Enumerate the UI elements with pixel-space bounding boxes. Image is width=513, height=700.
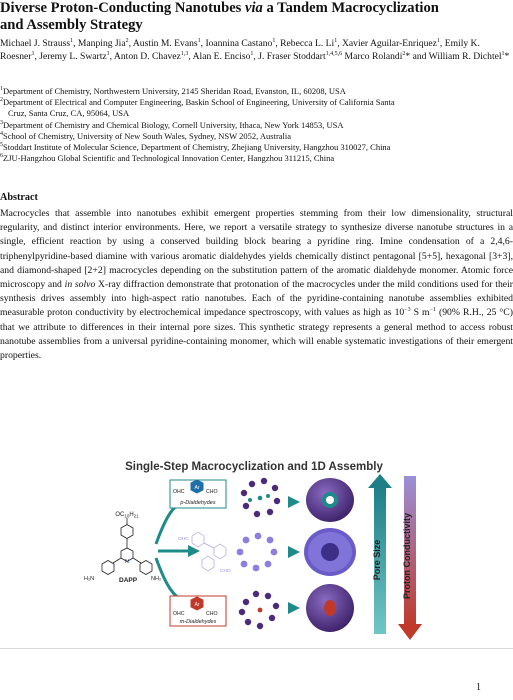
author-separator: , (253, 50, 259, 62)
author-separator: , (34, 50, 40, 62)
author-name: William R. Dichtel (428, 50, 502, 62)
affiliation-number: 2 (0, 97, 3, 104)
author-name: J. Fraser Stoddart (258, 50, 326, 62)
author-separator: , (439, 38, 445, 49)
nanotube-top (306, 478, 354, 522)
affiliation-number: 6 (0, 153, 3, 160)
author-affiliation-marker: 1 (70, 37, 74, 44)
affiliation-item (0, 153, 513, 164)
author-separator: , (275, 38, 281, 49)
page-number: 1 (476, 682, 481, 693)
m-dialdehyde-label: m-Dialdehydes (179, 619, 217, 625)
author-name: Manping Jia (77, 38, 126, 49)
affiliation-item (0, 131, 513, 142)
affiliation-text: Stoddart Institute of Molecular Science, Department of Chemistry, Zhejiang University, Hangzhou 310027, China (3, 142, 391, 153)
dapp-label: DAPP (119, 577, 138, 584)
author-affiliation-marker: 1 (197, 37, 201, 44)
author-name: Ioannina Castano (205, 38, 273, 49)
author-name: Anton D. Chavez (113, 50, 181, 62)
author-affiliation-marker: 1 (106, 50, 110, 57)
author-name: Emily K. Roesner (0, 38, 480, 62)
dapp-amine-right: NH₂ (151, 576, 162, 582)
author-separator: , (73, 38, 78, 49)
author-affiliation-marker: 2 (125, 37, 129, 44)
author-separator: , (109, 50, 114, 62)
abstract-text: Macrocycles that assemble into nanotubes exhibit emergent properties stemming from their low dimensionality, structural regularity, and distinct interior environments. Here, we report a versatile strategy to synthesize diverse nanotube structures in a single, efficient reaction by using a conserved building block bearing a pyridine ring. Imine condensation of a 2,4,6-triphenylpyridine-based diamine with various aromatic dialdehydes yields chemically distinct pentagonal [5+5], hexagonal [3+3], and diamond-shaped [2+2] macrocycles depending on the substitution pattern of the aromatic dialdehyde monomer. Atomic force microscopy and in solvo X-ray diffraction demonstrate that protonation of the macrocycles under the mild conditions used for their synthesis drives assembly into high-aspect ratio nanotubes. Each of the pyridine-containing nanotube assemblies exhibited measurable proton conductivity by electrochemical impedance spectroscopy, with values as high as $10^{-3}$ S $m^{-1}$ (90% R.H., 25 °C) that we attribute to differences in their internal pore sizes. This synthetic strategy represents a general method to access robust nanotube assemblies from a universal pyridine-containing monomer, which will enable systematic investigations of their emergent properties. (0, 208, 513, 362)
author-separator: * and (405, 50, 429, 62)
affiliation-item (0, 142, 513, 153)
abstract-heading: Abstract (0, 192, 38, 203)
author-separator: , (337, 38, 342, 49)
author-list (0, 38, 513, 63)
affiliation-number: 5 (0, 142, 3, 149)
proton-conductivity-label: Proton Conductivity (402, 513, 412, 599)
m-dialdehyde-ohc: OHC (173, 611, 185, 617)
author-affiliation-marker: 1 (436, 37, 440, 44)
nanotube-bottom (306, 584, 354, 632)
affiliation-continuation: Cruz, Santa Cruz, CA, 95064, USA (8, 108, 130, 119)
dapp-substituent-label: $OC_{10}H_{21}$ (115, 512, 139, 519)
author-name: Michael J. Strauss (0, 38, 71, 49)
author-affiliation-marker: 1 (334, 37, 338, 44)
author-name: Austin M. Evans (132, 38, 198, 49)
middle-cho: CHO (220, 569, 231, 574)
author-affiliation-marker: 1,4,5,6 (325, 50, 343, 57)
author-affiliation-marker: 1 (250, 50, 254, 57)
graphical-abstract-figure (74, 456, 442, 646)
p-dialdehyde-label: p-Dialdehydes (180, 500, 216, 506)
affiliation-text: School of Chemistry, University of New South Wales, Sydney, NSW 2052, Australia (3, 130, 292, 141)
affiliation-item (0, 120, 513, 131)
nanotube-middle (304, 528, 356, 576)
p-dialdehyde-box (170, 480, 226, 508)
author-affiliation-marker: 1 (272, 37, 276, 44)
affiliation-text: Department of Chemistry, Northwestern University, 2145 Sheridan Road, Evanston, IL, 60208, USA (3, 86, 346, 96)
author-separator: , (200, 38, 206, 49)
m-dialdehyde-box (170, 596, 226, 626)
paper-title: Diverse Proton-Conducting Nanotubes via a Tandem Macrocyclization and Assembly Strategy (0, 0, 439, 33)
author-name: Rebecca L. Li (280, 38, 335, 49)
author-affiliation-marker: 1,3 (180, 50, 189, 57)
p-dialdehyde-ohc: OHC (173, 489, 185, 495)
affiliation-number: 1 (0, 86, 3, 93)
p-dialdehyde-ar: Ar (194, 485, 200, 491)
affiliation-item (0, 86, 513, 97)
author-separator: , (128, 38, 133, 49)
author-name: Marco Rolandi (344, 50, 403, 62)
dapp-amine-left: H₂N (84, 576, 95, 582)
author-separator: * (504, 50, 510, 62)
author-name: Xavier Aguilar-Enriquez (341, 38, 437, 49)
affiliation-item (0, 97, 513, 108)
affiliation-list (0, 86, 513, 164)
author-affiliation-marker: 1 (31, 50, 35, 57)
p-dialdehyde-cho: CHO (206, 489, 218, 495)
affiliation-number: 3 (0, 119, 3, 126)
author-name: Alan E. Enciso (192, 50, 251, 62)
dapp-pyridine-n: N (125, 559, 129, 565)
affiliation-text: ZJU-Hangzhou Global Scientific and Technological Innovation Center, Hangzhou 311215, China (3, 153, 335, 164)
figure-title: Single-Step Macrocyclization and 1D Assembly (125, 461, 383, 473)
middle-ohc: OHC (178, 537, 189, 542)
affiliation-text: Department of Chemistry and Chemical Biology, Cornell University, Ithaca, New York 14853, USA (3, 119, 344, 130)
author-separator: , (188, 50, 193, 62)
affiliation-text: Department of Electrical and Computer Engineering, Baskin School of Engineering, University of California Santa (3, 97, 395, 108)
m-dialdehyde-ar: Ar (194, 602, 200, 608)
author-affiliation-marker: 1 (501, 50, 505, 57)
footer-divider (0, 648, 513, 649)
pore-size-label: Pore Size (372, 539, 382, 581)
m-dialdehyde-cho: CHO (206, 611, 218, 617)
author-affiliation-marker: 2 (402, 50, 406, 57)
affiliation-number: 4 (0, 130, 3, 137)
author-name: Jeremy L. Swartz (39, 50, 107, 62)
